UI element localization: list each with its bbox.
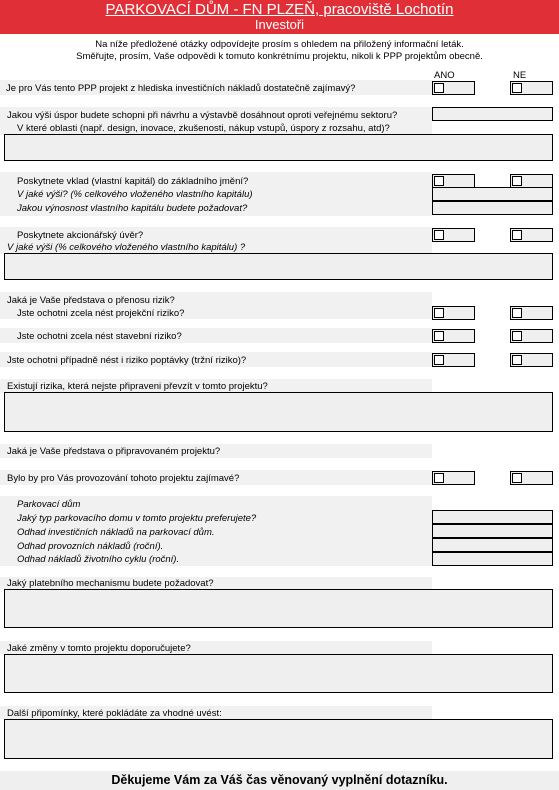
textarea-savings-area[interactable]: [4, 134, 553, 161]
checkbox-square-icon: [434, 308, 444, 318]
question-loan-amount: V jaké výši (% celkového vloženého vlastního kapitálu) ?: [7, 242, 246, 253]
question-parking-type: Jaký typ parkovacího domu v tomto projektu preferujete?: [17, 513, 257, 524]
textarea-payment-mechanism[interactable]: [4, 589, 553, 628]
column-yes-header: ANO: [434, 70, 455, 81]
question-operating-costs: Odhad provozních nákladů (roční).: [17, 541, 164, 552]
question-risk-transfer: Jaká je Vaše představa o přenosu rizik?: [7, 295, 175, 306]
question-shareholder-loan: Poskytnete akcionářský úvěr?: [17, 230, 144, 241]
checkbox-square-icon: [512, 83, 522, 93]
question-savings: Jakou výši úspor budete schopni při návrhu a výstavbě dosáhnout oproti veřejnému sektoru?: [7, 110, 398, 121]
textarea-other-comments[interactable]: [4, 719, 553, 759]
checkbox-ano-ppp-interest[interactable]: [432, 81, 475, 95]
question-unacceptable-risks: Existují rizika, která nejste připraveni převzít v tomto projektu?: [7, 381, 268, 392]
checkbox-ne-demand-risk[interactable]: [510, 353, 553, 367]
checkbox-ne-design-risk[interactable]: [510, 306, 553, 320]
question-savings-area: V které oblasti (např. design, inovace, zkušenosti, nákup vstupů, úspory z rozsahu, atd)?: [17, 123, 390, 134]
checkbox-ano-demand-risk[interactable]: [432, 353, 475, 367]
question-parking-house: Parkovací dům: [17, 499, 81, 510]
checkbox-square-icon: [434, 331, 444, 341]
checkbox-ne-construction-risk[interactable]: [510, 329, 553, 343]
thank-you-footer: Děkujeme Vám za Váš čas věnovaný vyplnění dotazníku.: [0, 771, 559, 790]
input-operating-costs[interactable]: [432, 538, 553, 552]
checkbox-ano-design-risk[interactable]: [432, 306, 475, 320]
checkbox-ne-operation-interest[interactable]: [510, 471, 553, 485]
checkbox-ne-ppp-interest[interactable]: [510, 81, 553, 95]
question-demand-risk: Jste ochotni případně nést i riziko poptávky (tržní riziko)?: [7, 355, 247, 366]
checkbox-square-icon: [512, 230, 522, 240]
checkbox-square-icon: [512, 308, 522, 318]
question-payment-mechanism: Jaký platebního mechanismu budete požadovat?: [7, 578, 214, 589]
checkbox-ano-equity[interactable]: [432, 174, 475, 188]
textarea-loan-amount[interactable]: [4, 253, 553, 280]
question-equity-return: Jakou výnosnost vlastního kapitálu budete požadovat?: [17, 203, 248, 214]
question-construction-risk: Jste ochotni zcela nést stavební riziko?: [17, 331, 182, 342]
checkbox-ano-operation-interest[interactable]: [432, 471, 475, 485]
textarea-recommended-changes[interactable]: [4, 654, 553, 693]
input-equity-return[interactable]: [432, 201, 553, 215]
form-subtitle: Investoři: [254, 17, 305, 32]
question-other-comments: Další připomínky, které pokládáte za vhodné uvést:: [7, 708, 222, 719]
intro-line-2: Směřujte, prosím, Vaše odpovědi k tomuto konkrétnímu projektu, nikoli k PPP projektům obecně.: [76, 51, 483, 62]
checkbox-square-icon: [434, 176, 444, 186]
form-header: [0, 0, 559, 34]
checkbox-square-icon: [512, 473, 522, 483]
textarea-unacceptable-risks[interactable]: [4, 392, 553, 432]
input-equity-amount[interactable]: [432, 187, 553, 201]
question-recommended-changes: Jaké změny v tomto projektu doporučujete?: [7, 643, 191, 654]
question-equity-amount: V jaké výši? (% celkového vloženého vlastního kapitálu): [17, 189, 253, 200]
checkbox-square-icon: [434, 83, 444, 93]
intro-line-1: Na níže předložené otázky odpovídejte prosím s ohledem na přiložený informační leták.: [95, 39, 464, 50]
question-ppp-interest: Je pro Vás tento PPP projekt z hlediska investičních nákladů dostatečně zajímavý?: [6, 83, 356, 94]
checkbox-ano-construction-risk[interactable]: [432, 329, 475, 343]
question-equity: Poskytnete vklad (vlastní kapitál) do základního jmění?: [17, 176, 249, 187]
checkbox-square-icon: [434, 230, 444, 240]
checkbox-square-icon: [512, 331, 522, 341]
checkbox-ne-shareholder-loan[interactable]: [510, 228, 553, 242]
input-savings[interactable]: [432, 107, 553, 121]
checkbox-square-icon: [434, 473, 444, 483]
column-no-header: NE: [513, 70, 527, 81]
checkbox-square-icon: [434, 355, 444, 365]
checkbox-ano-shareholder-loan[interactable]: [432, 228, 475, 242]
input-parking-type[interactable]: [432, 510, 553, 524]
checkbox-ne-equity[interactable]: [510, 174, 553, 188]
checkbox-square-icon: [512, 355, 522, 365]
input-investment-costs[interactable]: [432, 524, 553, 538]
question-investment-costs: Odhad investičních nákladů na parkovací dům.: [17, 527, 215, 538]
question-design-risk: Jste ochotni zcela nést projekční riziko?: [17, 308, 185, 319]
form-title: PARKOVACÍ DŮM - FN PLZEŇ, pracoviště Lochotín: [105, 1, 454, 18]
question-lifecycle-costs: Odhad nákladů životního cyklu (roční).: [17, 554, 180, 565]
question-project-idea: Jaká je Vaše představa o připravovaném projektu?: [7, 446, 221, 457]
checkbox-square-icon: [512, 176, 522, 186]
input-lifecycle-costs[interactable]: [432, 552, 553, 566]
question-operation-interest: Bylo by pro Vás provozování tohoto projektu zajímavé?: [7, 473, 240, 484]
